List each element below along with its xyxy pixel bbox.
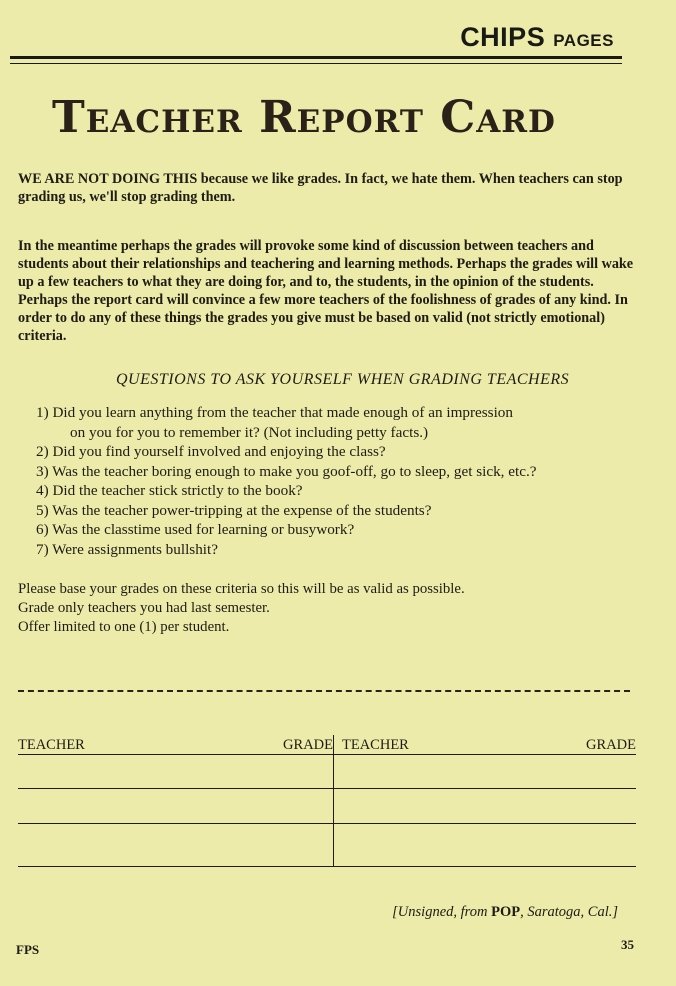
grade-column-right — [334, 737, 636, 867]
table-row-line — [334, 788, 636, 789]
grade-column-header — [334, 737, 636, 755]
table-row-line — [334, 866, 636, 867]
note-line: Offer limited to one (1) per student. — [18, 619, 230, 635]
table-row-line — [18, 788, 333, 789]
header-label-main: CHIPS — [460, 22, 546, 52]
question-item: 6) Was the classtime used for learning or busywork? — [36, 521, 355, 538]
note-line: Grade only teachers you had last semester. — [18, 600, 270, 616]
grade-column-left — [18, 737, 333, 867]
question-item: 3) Was the teacher boring enough to make you goof-off, go to sleep, get sick, etc.? — [36, 462, 537, 480]
header-rule-thick — [10, 56, 622, 59]
question-item-continuation: on you for you to remember it? (Not including petty facts.) — [70, 423, 429, 441]
table-row-line — [18, 823, 333, 824]
question-item: 4) Did the teacher stick strictly to the book? — [36, 482, 303, 499]
teacher-header: TEACHER — [342, 737, 409, 753]
grading-notes — [18, 580, 465, 637]
table-row-line — [334, 823, 636, 824]
grade-column-header — [18, 737, 333, 755]
question-item: 7) Were assignments bullshit? — [36, 540, 218, 558]
credit-suffix: , Saratoga, Cal.] — [520, 904, 618, 920]
page-title: Teacher Report Card — [52, 92, 556, 143]
question-item: 5) Was the teacher power-tripping at the expense of the students? — [36, 501, 432, 519]
credit-source: POP — [491, 904, 521, 920]
questions-list — [36, 403, 646, 559]
table-row-line — [18, 866, 333, 867]
section-header-label — [460, 22, 614, 53]
question-item: 1) Did you learn anything from the teacher that made enough of an impression — [36, 404, 513, 421]
teacher-header: TEACHER — [18, 737, 85, 753]
source-credit — [392, 904, 618, 921]
grade-table — [18, 737, 636, 867]
credit-prefix: [Unsigned, from — [392, 904, 492, 920]
grade-header: GRADE — [586, 737, 636, 753]
note-line: Please base your grades on these criteria so this will be as valid as possible. — [18, 581, 465, 597]
cut-line — [18, 690, 630, 692]
header-label-small: PAGES — [553, 31, 614, 50]
meantime-paragraph: In the meantime perhaps the grades will provoke some kind of discussion between teachers and students about their relationships and teachering and learning methods. Perhaps the grades will wake up a few teachers to what they are doing for, and to, the students, in the opinion of the students. Perhaps the report card will convince a few more teachers of the foolishness of grades of any kind. In order to do any of these things the grades you give must be based on valid (not strictly emotional) criteria. — [18, 238, 634, 344]
page-number: 35 — [621, 937, 634, 952]
question-item: 2) Did you find yourself involved and enjoying the class? — [36, 443, 386, 460]
header-rule-thin — [10, 63, 622, 64]
intro-paragraph: WE ARE NOT DOING THIS because we like grades. In fact, we hate them. When teachers can stop grading us, we'll stop grading them. — [18, 171, 623, 205]
footer-label: FPS — [16, 942, 40, 957]
grade-header: GRADE — [283, 737, 333, 753]
questions-heading: QUESTIONS TO ASK YOURSELF WHEN GRADING TEACHERS — [116, 371, 570, 388]
